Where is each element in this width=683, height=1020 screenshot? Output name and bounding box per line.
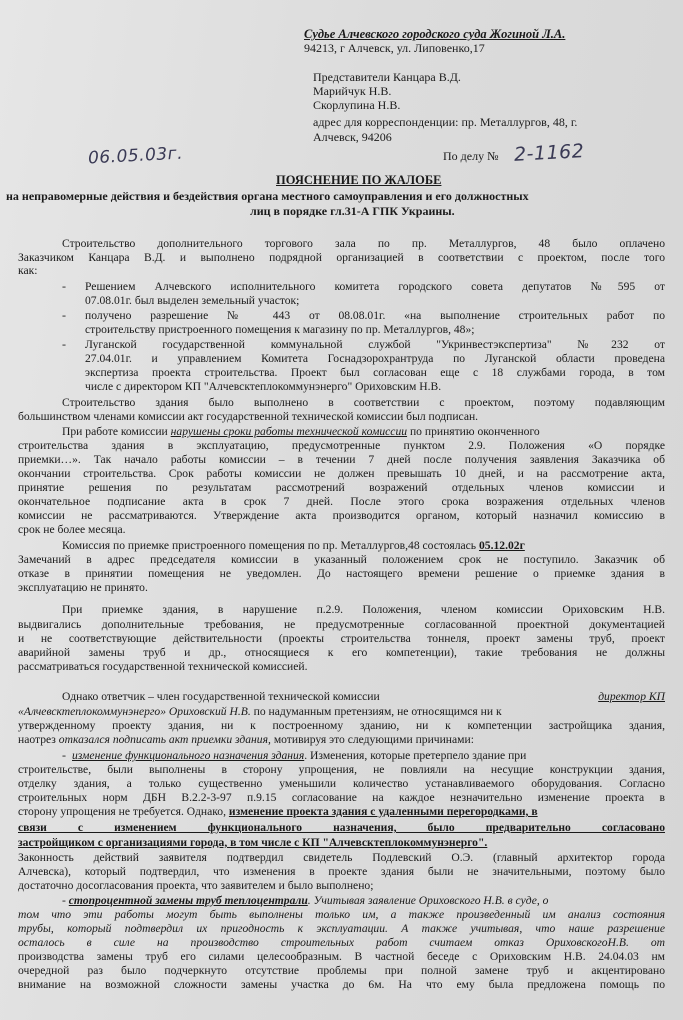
body-line: Алчевска), который подтвердил, что изменения в проекте здания были не значительными, поэтому было <box>18 865 665 878</box>
body-line: 07.08.01г. был выделен земельный участок; <box>85 294 300 307</box>
body-line: Луганской государственной коммунальной службой "Укринвестэкспертиза" №232 от <box>85 338 665 351</box>
body-text: сторону упрощения не требуется. Однако, <box>18 805 226 818</box>
body-line: аварийной замены труб и др., относящиеся к его компетенции), такие требования не должны <box>18 646 665 659</box>
body-line: экспертиза проекта строительства. Проект был согласован еще с 18 службами города, в том <box>85 366 665 379</box>
representatives-line: Марийчук Н.В. <box>313 84 392 98</box>
body-line: окончательное подписание акта в срок 7 дней. После этого срока возражения отдельных членов <box>18 495 665 508</box>
bullet-dash: - <box>62 279 66 293</box>
body-line: отделку здания, а только существенно уменьшили количество устанавливаемого оборудования. Согласно <box>18 777 665 790</box>
body-line <box>18 733 474 746</box>
body-line <box>62 539 525 552</box>
body-line <box>62 690 665 703</box>
case-label: По делу № <box>443 149 499 163</box>
emphasis-text: изменение функционального назначения здания <box>72 749 305 762</box>
emphasis-text: «Алчевсктеплокоммунэнерго» Ориховский Н.В. <box>18 705 251 718</box>
body-line: трубы, который подтвердил их пригодность к эксплуатации. А также учитывая, что наше разрешение <box>18 922 665 935</box>
body-line: приемки…». Так начало работы комиссии – в течении 7 дней после получения заявления Заказчика об <box>18 453 665 466</box>
body-line: строительству пристроенного помещения к магазину по пр. Металлургов, 48»; <box>85 323 475 336</box>
body-text: по принятию оконченного <box>409 425 540 438</box>
body-line: очередной раз было подчеркнуто отсутствие проблемы при полной замене труб и акцентировано <box>18 964 665 977</box>
body-line: принятие решения по результатам рассмотрений возражений отдельных членов комиссии и <box>18 481 665 494</box>
document-title: ПОЯСНЕНИЕ ПО ЖАЛОБЕ <box>276 173 442 187</box>
body-line: большинством членами комиссии акт государственной технической комиссии был подписан. <box>18 410 479 423</box>
handwritten-case-number: 2-1162 <box>513 140 585 166</box>
body-line: комиссии не рассматриваются. Утверждение акта производится органом, который назначил комиссию в <box>18 509 665 522</box>
body-line: внимание на возможной сложности замены участка до 6м. На что ему была предложена помощь по <box>18 978 665 991</box>
body-line: Замечаний в адрес председателя комиссии в указанный положением срок не поступило. Заказчик об <box>18 553 665 566</box>
emphasis-text: изменение проекта здания с удаленными перегородками, в <box>228 805 538 818</box>
emphasis-text: нарушены сроки работы технической комиссии <box>170 425 408 438</box>
body-line: Решением Алчевского исполнительного комитета городского совета депутатов №595 от <box>85 280 665 293</box>
body-text: Однако ответчик – член государственной технической комиссии <box>62 690 380 703</box>
emphasis-date: 05.12.02г <box>478 539 525 552</box>
bullet-dash: - <box>62 337 66 351</box>
body-line: связи с изменением функционального назначения, было предварительно согласовано <box>18 821 665 834</box>
body-line <box>18 805 538 818</box>
body-line: Строительство здания было выполнено в соответствии с проектом, поэтому подавляющим <box>62 396 665 409</box>
body-line: и не соответствующие действительности (проекты строительства тоннеля, проект замены труб, проект <box>18 632 665 645</box>
body-line: числе с директором КП "Алчевсктеплокоммунэнерго" Ориховским Н.В. <box>85 380 442 393</box>
judge-addressee: Судье Алчевского городского суда Жогиной Л.А. <box>304 27 566 41</box>
emphasis-text: отказался подписать акт приемки здания, <box>58 733 271 746</box>
body-line: эксплуатацию не принято. <box>18 581 148 594</box>
document-subtitle: лиц в порядке гл.31-А ГПК Украины. <box>250 204 455 218</box>
body-text: . Изменения, которые претерпело здание при <box>304 749 527 762</box>
body-text: мотивируя это следующими причинами: <box>273 733 474 746</box>
body-text: При работе комиссии <box>62 425 168 438</box>
body-line: как: <box>18 264 38 277</box>
body-line: производства замены труб его силами целесообразным. В частной беседе с Ориховским Н.В. 24.04.03 нм <box>18 950 665 963</box>
body-line: застройщиком с организациями города, в том числе с КП "Алчевсктеплокоммунэнерго". <box>18 836 488 849</box>
correspondence-city: Алчевск, 94206 <box>313 130 392 144</box>
body-text: наотрез <box>18 733 56 746</box>
representatives-line: Скорлупина Н.В. <box>313 98 401 112</box>
body-line: окончании строительства. Срок работы комиссии не должен превышать 10 дней, и на рассмотрение акта, <box>18 467 665 480</box>
representatives-line: Представители Канцара В.Д. <box>313 70 461 84</box>
body-line: достаточно досогласования проекта, что заявителем и было выполнено; <box>18 879 374 892</box>
handwritten-date: 06.05.03г. <box>87 143 184 169</box>
bullet-dash: - <box>62 308 66 322</box>
body-line: рассматриваться государственной технической комиссией. <box>18 660 308 673</box>
body-line <box>72 749 526 762</box>
body-line: Заказчиком Канцара В.Д. и выполнено подрядной организацией в соответствии с проектом, после того <box>18 251 665 264</box>
body-line: строительства здания в эксплуатацию, предусмотренные пунктом 2.9. Положения «О порядке <box>18 439 665 452</box>
body-line: том что эти работы могут быть выполнены только им, а также произведенный им анализ состояния <box>18 908 665 921</box>
body-line <box>62 425 540 438</box>
court-address: 94213, г Алчевск, ул. Липовенко,17 <box>304 41 485 55</box>
body-line <box>18 705 502 718</box>
body-text: Комиссия по приемке пристроенного помещения по пр. Металлургов,48 состоялась <box>62 539 477 552</box>
bullet-dash: - <box>62 748 66 762</box>
emphasis-text: директор КП <box>598 690 665 703</box>
body-line: строительстве, были выполнены в сторону упрощения, не повлияли на несущие конструкции здания, <box>18 763 665 776</box>
body-line: получено разрешение № 443 от 08.08.01г. «на выполнение строительных работ по <box>85 309 665 322</box>
body-line: 27.04.01г. и управлением Комитета Госнадзорохрантруда по Луганской области проведена <box>85 352 665 365</box>
body-line: утвержденному проекту здания, ни к построенному зданию, ни к компетенции застройщика здания, <box>18 719 665 732</box>
body-line: - стопроцентной замены труб теплоцентрали. Учитывая заявление Ориховского Н.В. в суде, о <box>62 894 549 907</box>
emphasis-text: . Учитывая заявление Ориховского Н.В. в суде, о <box>307 894 549 907</box>
body-text: по надуманным претензиям, не относящимся ни к <box>253 705 502 718</box>
body-line: Законность действий заявителя подтвердил свидетель Подлевский О.Э. (главный архитектор города <box>18 851 665 864</box>
emphasis-text: стопроцентной замены труб теплоцентрали <box>68 894 308 907</box>
body-line: срок не более месяца. <box>18 523 126 536</box>
body-line: отказе в принятии помещения не уведомлен. До настоящего времени решение о приемке здания в <box>18 567 665 580</box>
body-line: выдвигались дополнительные требования, не предусмотренные согласованной проектной документацией <box>18 618 665 631</box>
correspondence-address: адрес для корреспонденции: пр. Металлургов, 48, г. <box>313 115 578 129</box>
body-line: Строительство дополнительного торгового зала по пр. Металлургов, 48 было оплачено <box>62 237 665 250</box>
body-line: осталось в силе на производство строительных работ считаем отказ ОриховскогоН.В. от <box>18 936 665 949</box>
document-subtitle: на неправомерные действия и бездействия органа местного самоуправления и его должностных <box>6 189 529 203</box>
body-line: строительных норм ДБН В.2.2-3-97 п.9.15 согласование на каждое незначительно изменение проекта в <box>18 791 665 804</box>
body-line: При приемке здания, в нарушение п.2.9. Положения, членом комиссии Ориховским Н.В. <box>62 603 665 616</box>
